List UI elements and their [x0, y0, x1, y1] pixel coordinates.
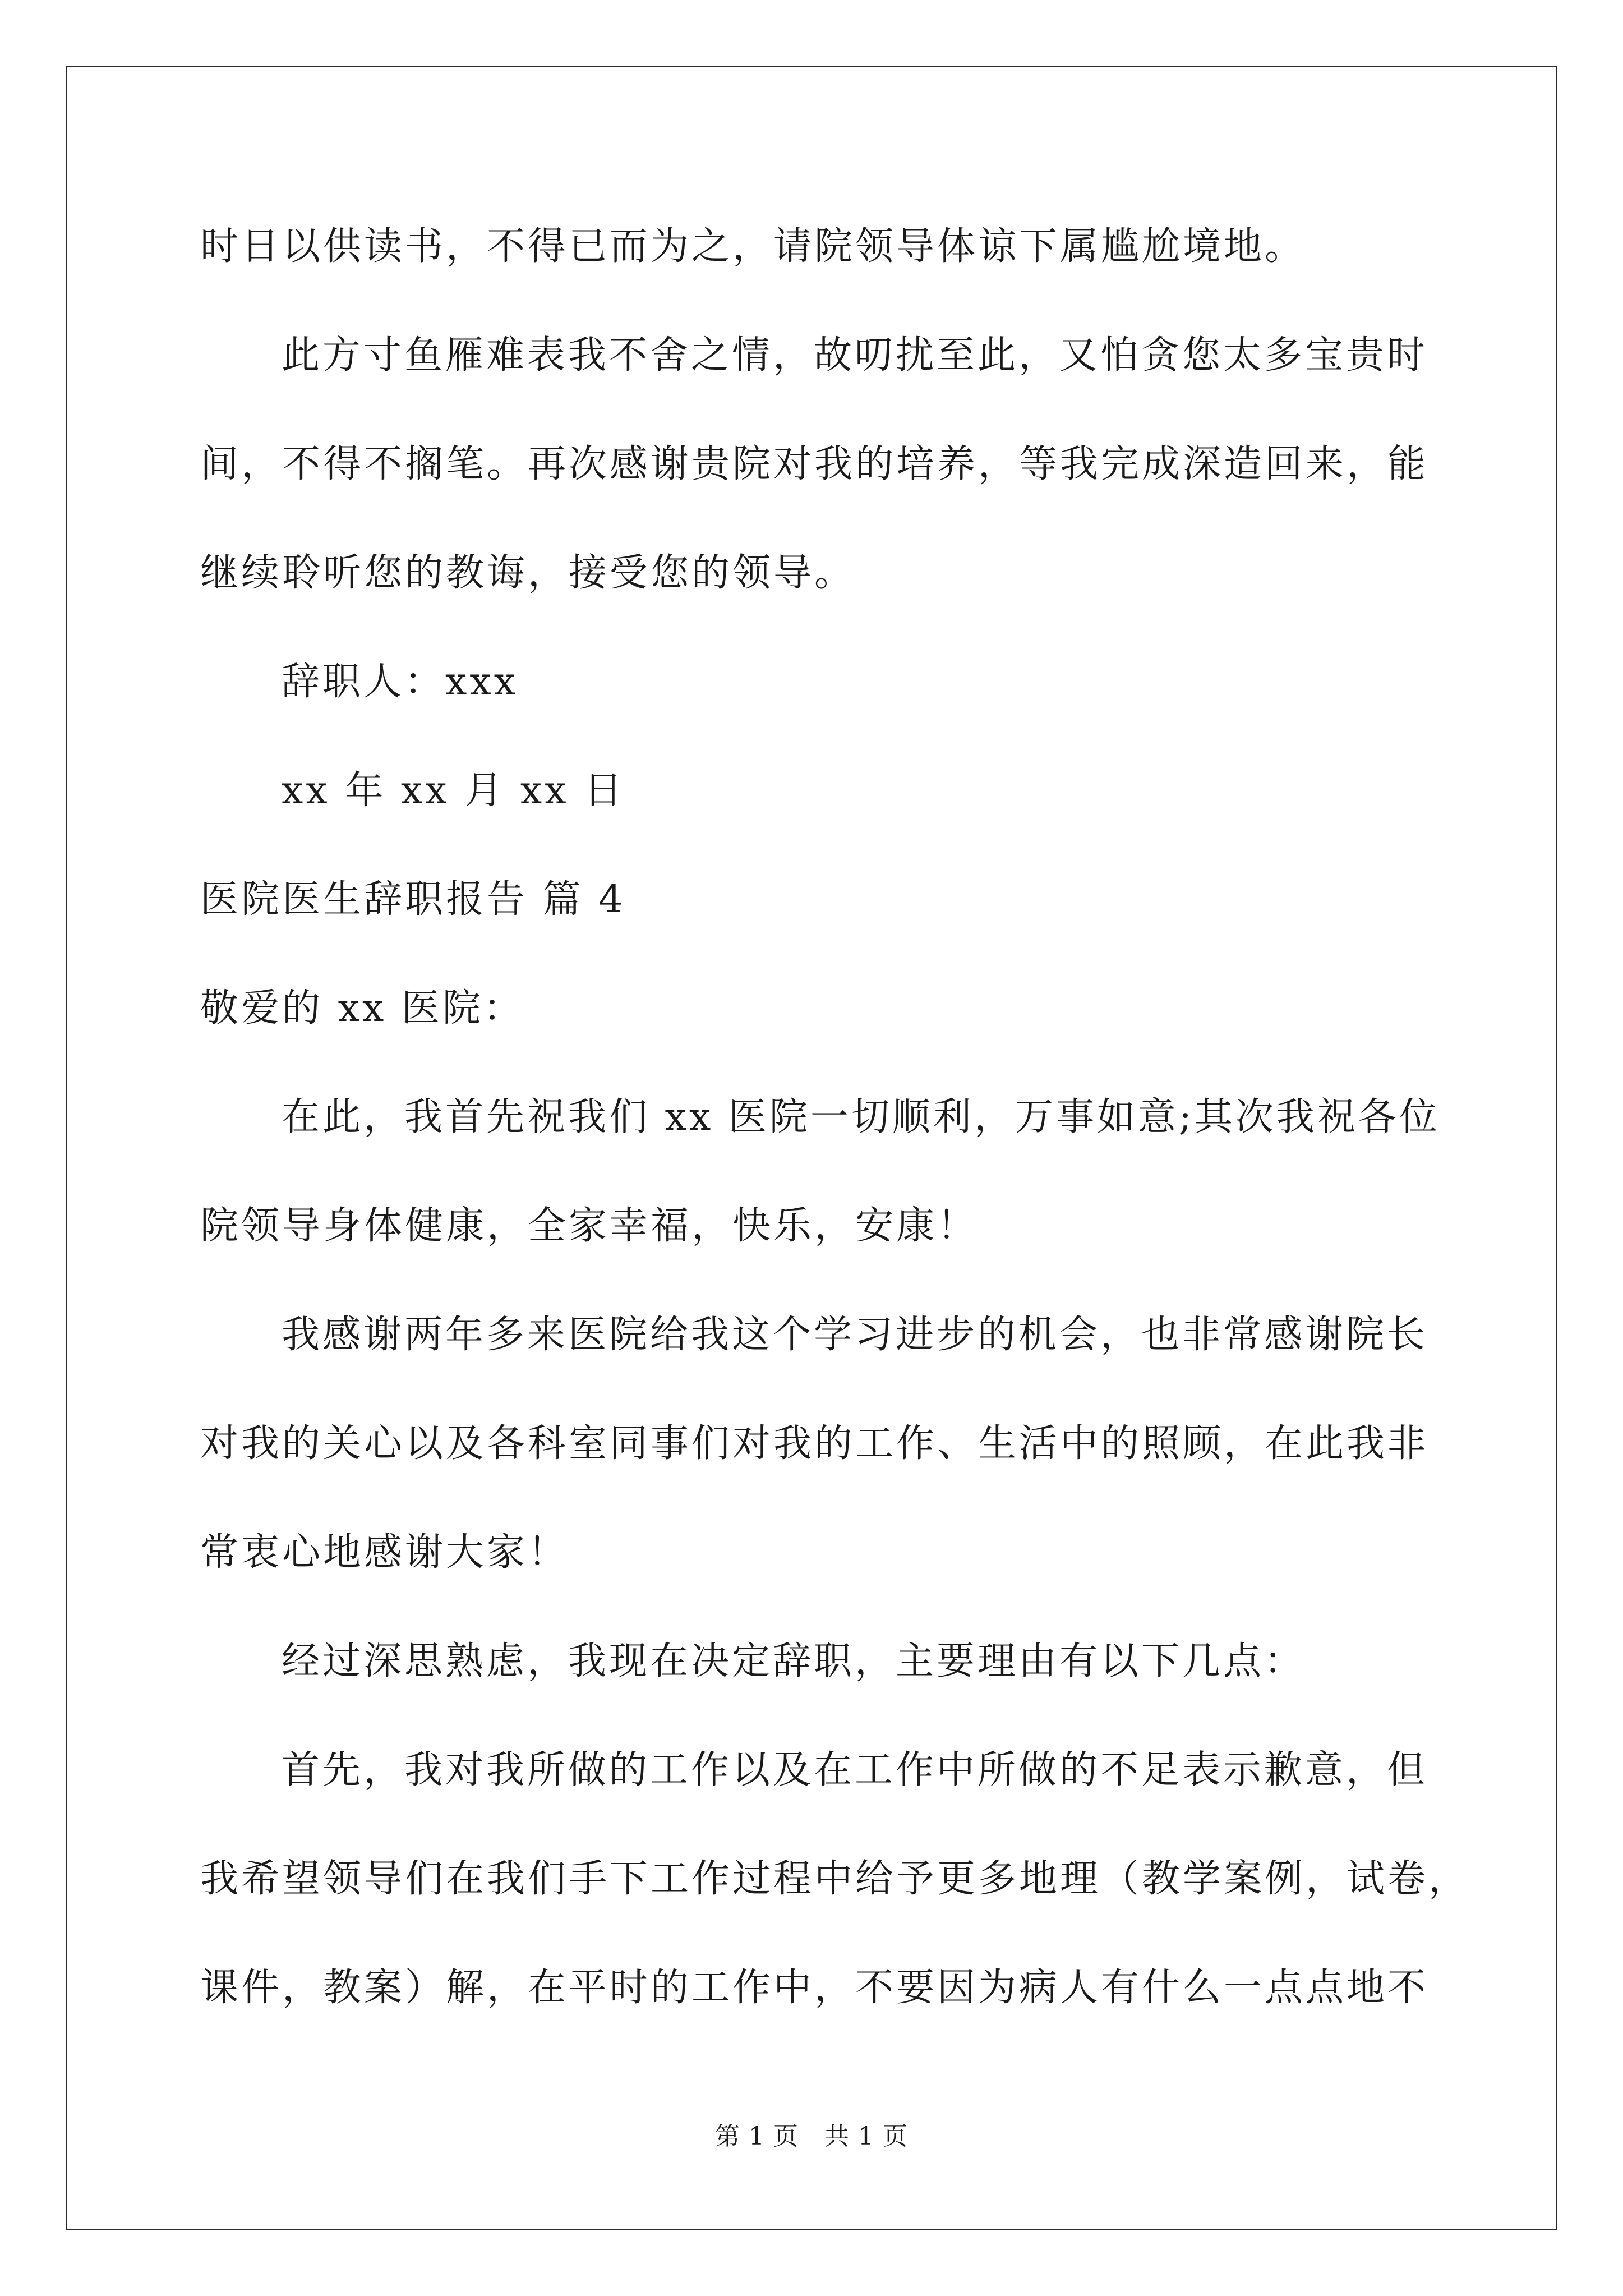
text-line: 在此，我首先祝我们 xx 医院一切顺利，万事如意;其次我祝各位	[282, 1095, 1440, 1139]
text-line: 常衷心地感谢大家！	[200, 1530, 569, 1575]
text-line: 此方寸鱼雁难表我不舍之情，故叨扰至此，又怕贪您太多宝贵时	[282, 333, 1428, 378]
text-line: 我希望领导们在我们手下工作过程中给予更多地理（教学案例，试卷，	[200, 1857, 1470, 1901]
page-footer	[0, 2116, 1623, 2152]
page-total: 共 1 页	[824, 2122, 908, 2151]
text-line: 院领导身体健康，全家幸福，快乐，安康！	[200, 1204, 979, 1248]
text-line: 经过深思熟虑，我现在决定辞职，主要理由有以下几点：	[282, 1639, 1306, 1683]
text-line: 我感谢两年多来医院给我这个学习进步的机会，也非常感谢院长	[282, 1313, 1428, 1357]
text-line: 课件，教案）解，在平时的工作中，不要因为病人有什么一点点地不	[200, 1966, 1429, 2010]
section-heading: 医院医生辞职报告 篇 4	[200, 877, 626, 922]
text-line: 继续聆听您的教诲，接受您的领导。	[200, 551, 856, 595]
text-line: 对我的关心以及各科室同事们对我的工作、生活中的照顾，在此我非	[200, 1421, 1429, 1466]
text-line: 首先，我对我所做的工作以及在工作中所做的不足表示歉意，但	[282, 1748, 1428, 1792]
page-number: 第 1 页	[715, 2122, 799, 2151]
date-line: xx 年 xx 月 xx 日	[282, 769, 625, 813]
signature-line: 辞职人：xxx	[282, 660, 519, 704]
salutation: 敬爱的 xx 医院：	[200, 986, 524, 1030]
text-line: 间，不得不搁笔。再次感谢贵院对我的培养，等我完成深造回来，能	[200, 442, 1429, 486]
document-body	[200, 205, 1470, 2055]
text-line: 时日以供读书，不得已而为之，请院领导体谅下属尴尬境地。	[200, 224, 1306, 269]
